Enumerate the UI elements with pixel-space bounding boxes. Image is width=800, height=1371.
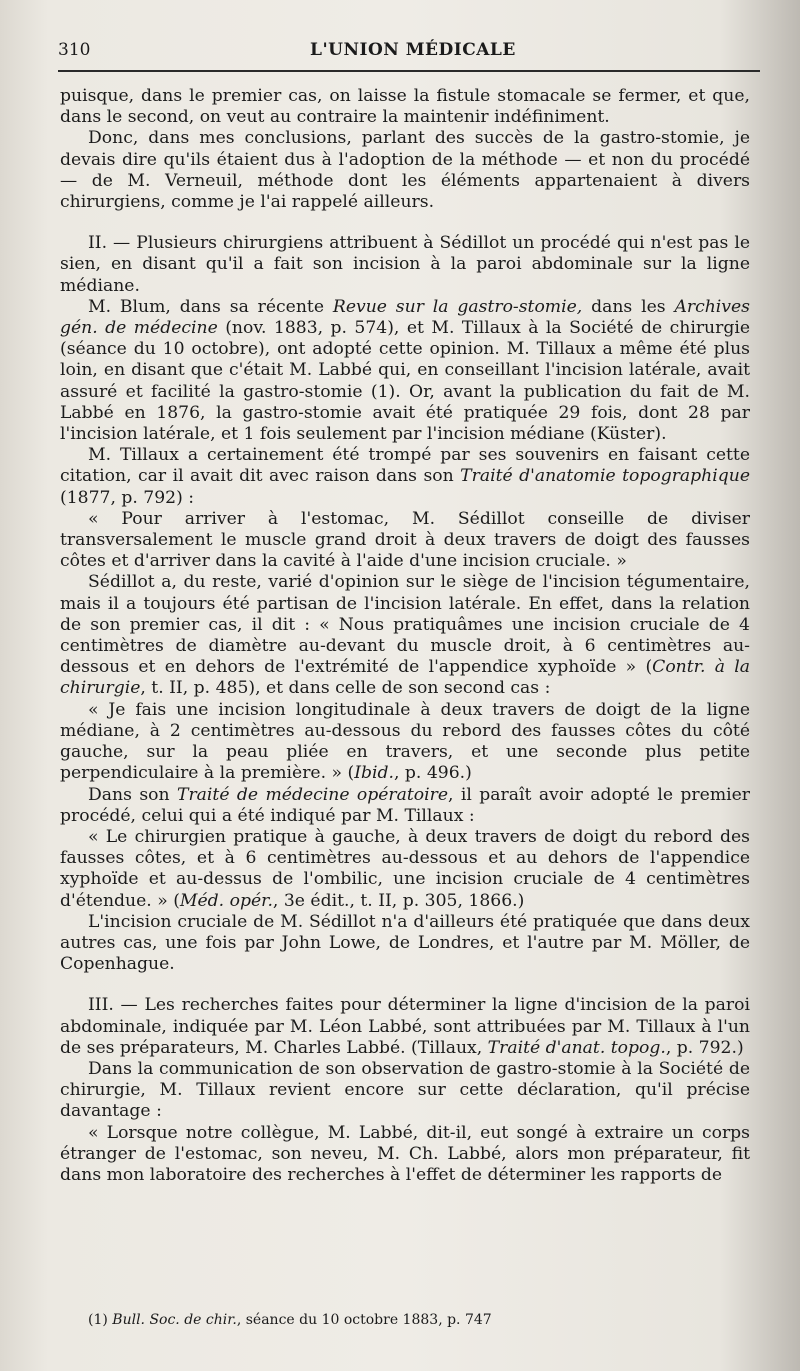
italic-title: Ibid. xyxy=(354,763,394,784)
footnote-marker: (1) xyxy=(88,1312,113,1328)
paragraph xyxy=(60,445,750,509)
paragraph xyxy=(60,572,750,699)
text-run: , 3e édit., t. II, p. 305, 1866.) xyxy=(272,890,525,911)
footnote-source: Bull. Soc. de chir. xyxy=(112,1312,237,1328)
page-number: 310 xyxy=(58,40,91,60)
italic-title: Traité de médecine opératoire xyxy=(176,784,449,805)
text-run: Dans son xyxy=(88,784,177,805)
paragraph: L'incision cruciale de M. Sédillot n'a d'ailleurs été pratiquée que dans deux autres cas, une fois par John Lowe, de Londres, et l'autre par M. Möller, de Copenhague. xyxy=(60,911,750,975)
quote-paragraph xyxy=(60,827,750,912)
italic-title: Revue sur la gastro-stomie, xyxy=(332,296,583,317)
quote-paragraph: « Pour arriver à l'estomac, M. Sédillot conseille de diviser transversalement le muscle grand droit à deux travers de doigt des fausses côtes et d'arriver dans la cavité à l'aide d'une incision cruciale. » xyxy=(60,508,750,572)
quote-paragraph xyxy=(60,700,750,785)
text-run: M. Blum, dans sa récente xyxy=(88,296,333,317)
italic-title: Traité d'anatomie topographique xyxy=(460,466,750,487)
text-run: , p. 792.) xyxy=(665,1037,744,1058)
paragraph xyxy=(60,785,750,827)
text-run: « Le chirurgien pratique à gauche, à deux travers de doigt du rebord des fausses côtes, et à 6 centimètres au-dessous et au dehors de l'appendice xyphoïde et au-dessus de l'ombilic, une incision cruciale de 4 centimètres d'étendue. » ( xyxy=(60,826,750,911)
quote-paragraph: « Lorsque notre collègue, M. Labbé, dit-il, eut songé à extraire un corps étranger de l'estomac, son neveu, M. Ch. Labbé, alors mon préparateur, fit dans mon laboratoire des recherches à l'effet de déterminer les rapports de xyxy=(60,1122,750,1185)
text-run: « Je fais une incision longitudinale à deux travers de doigt de la ligne médiane, à 2 centimètres au-dessous du rebord des fausses côtes du côté gauche, sur la peau pliée en travers, et une seconde plus petite perpendiculaire à la première. » ( xyxy=(60,699,750,784)
paragraph: puisque, dans le premier cas, on laisse la fistule stomacale se fermer, et que, dans le second, on veut au contraire la maintenir indéfiniment. xyxy=(60,86,750,128)
paragraph: II. — Plusieurs chirurgiens attribuent à Sédillot un procédé qui n'est pas le sien, en disant qu'il a fait son incision à la paroi abdominale sur la ligne médiane. xyxy=(60,233,750,296)
header-rule xyxy=(58,70,760,72)
text-run: M. Tillaux a certainement été trompé par ses souvenirs en faisant cette citation, car il avait dit avec raison dans son xyxy=(60,445,750,487)
body-text xyxy=(60,86,750,1186)
text-run: , il paraît avoir adopté le premier procédé, celui qui a été indiqué par M. Tillaux : xyxy=(60,784,750,826)
page-header xyxy=(58,40,760,70)
text-run: (1877, p. 792) : xyxy=(60,487,195,508)
footnote-text: , séance du 10 octobre 1883, p. 747 xyxy=(236,1312,492,1328)
text-run: , p. 496.) xyxy=(393,763,472,784)
text-run: , t. II, p. 485), et dans celle de son second cas : xyxy=(140,678,551,699)
paragraph xyxy=(60,995,750,1059)
paragraph xyxy=(60,297,750,445)
paragraph: Donc, dans mes conclusions, parlant des succès de la gastro-stomie, je devais dire qu'ils étaient dus à l'adoption de la méthode — et non du procédé — de M. Verneuil, méthode dont les éléments appartenaient à divers chirurgiens, comme je l'ai rappelé ailleurs. xyxy=(60,128,750,213)
italic-title: Contr. à la chirurgie xyxy=(60,657,750,699)
paragraph: Dans la communication de son observation de gastro-stomie à la Société de chirurgie, M. Tillaux revient encore sur cette déclaration, qu'il précise davantage : xyxy=(60,1058,750,1122)
text-run: Sédillot a, du reste, varié d'opinion sur le siège de l'incision tégumentaire, mais il a toujours été partisan de l'incision latérale. En effet, dans la relation de son premier cas, il dit : « Nous pratiquâmes une incision cruciale de 4 centimètres de diamètre au-devant du muscle droit, à 6 centimètres au-dessous et en dehors de l'extrémité de l'appendice xyphoïde » ( xyxy=(60,572,750,678)
italic-title: Méd. opér. xyxy=(179,890,273,911)
text-run: (nov. 1883, p. 574), et M. Tillaux à la Société de chirurgie (séance du 10 octobre), ont adopté cette opinion. M. Tillaux a même été plus loin, en disant que c'était M. Labbé qui, en conseillant l'incision latérale, avait assuré et facilité la gastro-stomie (1). Or, avant la publication du fait de M. Labbé en 1876, la gastro-stomie avait été pratiquée 29 fois, dont 28 par l'incision latérale, et 1 fois seulement par l'incision médiane (Küster). xyxy=(60,318,750,445)
footnote xyxy=(88,1311,750,1329)
text-run: III. — Les recherches faites pour déterminer la ligne d'incision de la paroi abdominale, indiquée par M. Léon Labbé, sont attribuées par M. Tillaux à l'un de ses préparateurs, M. Charles Labbé. (Tillaux, xyxy=(60,995,750,1058)
italic-title: Archives gén. de médecine xyxy=(60,296,750,339)
running-title: L'UNION MÉDICALE xyxy=(310,40,516,60)
text-run: dans les xyxy=(582,296,675,317)
italic-title: Traité d'anat. topog. xyxy=(487,1037,666,1058)
